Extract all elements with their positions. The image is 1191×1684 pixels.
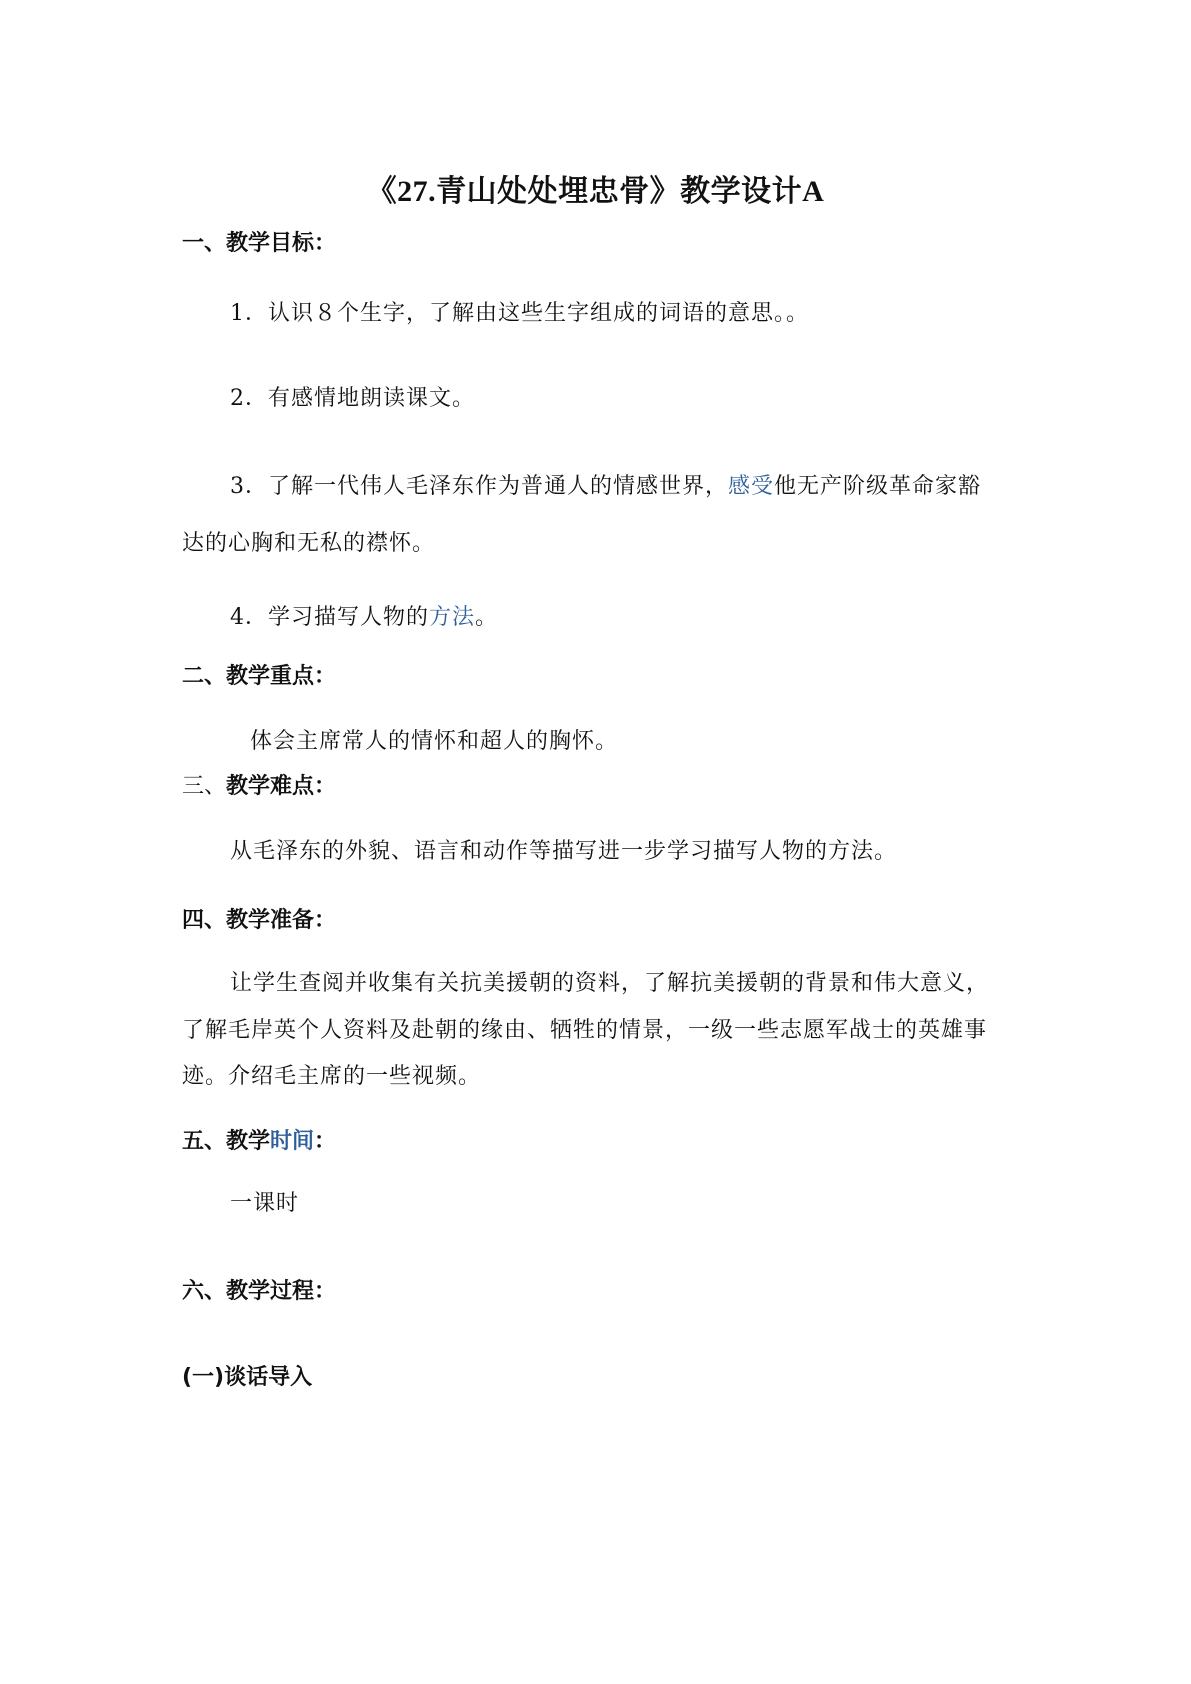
- goal-item-4-link-fangfa[interactable]: 方法: [429, 605, 476, 630]
- preparation-line-2: 了解毛岸英个人资料及赴朝的缘由、牺牲的情景，一级一些志愿军战士的英雄事: [182, 1018, 988, 1043]
- goal-item-4-text-after: 。: [475, 605, 499, 630]
- time-text: 一课时: [230, 1191, 300, 1216]
- section-heading-preparation: 四、教学准备：: [182, 908, 337, 933]
- section-heading-goals: 一、教学目标：: [182, 231, 337, 256]
- goal-item-4-text-before: 4．学习描写人物的: [230, 605, 429, 630]
- difficulties-text: 从毛泽东的外貌、语言和动作等描写进一步学习描写人物的方法。: [230, 839, 898, 864]
- difficulties-heading-bold: 教学难点：: [226, 774, 337, 799]
- preparation-line-1: 让学生查阅并收集有关抗美援朝的资料，了解抗美援朝的背景和伟大意义，: [230, 971, 990, 996]
- goal-item-3-line-1: [230, 469, 981, 500]
- goal-item-4: [230, 600, 498, 631]
- goal-item-2: 2．有感情地朗读课文。: [230, 386, 475, 411]
- section-heading-difficulties: [182, 769, 336, 800]
- key-points-text: 体会主席常人的情怀和超人的胸怀。: [250, 729, 619, 754]
- goal-item-3-text-after: 他无产阶级革命家豁: [774, 474, 982, 499]
- goal-item-3-text-before: 3．了解一代伟人毛泽东作为普通人的情感世界，: [230, 474, 728, 499]
- time-heading-suffix: ：: [314, 1129, 337, 1154]
- section-heading-key-points: 二、教学重点：: [182, 664, 337, 689]
- preparation-line-3: 迹。介绍毛主席的一些视频。: [182, 1064, 482, 1089]
- difficulties-heading-prefix: 三、: [182, 774, 227, 799]
- time-heading-prefix: 五、教学: [182, 1129, 271, 1154]
- goal-item-3-line-2: 达的心胸和无私的襟怀。: [182, 531, 436, 556]
- section-heading-process: 六、教学过程：: [182, 1279, 337, 1304]
- process-sub-heading-intro: (一)谈话导入: [182, 1365, 313, 1390]
- goal-item-1: 1．认识８个生字，了解由这些生字组成的词语的意思。。: [230, 301, 809, 326]
- section-heading-time: [182, 1124, 336, 1155]
- goal-item-3-link-ganshou[interactable]: 感受: [728, 474, 775, 499]
- time-heading-link[interactable]: 时间: [270, 1129, 315, 1154]
- document-title: 《27.青山处处埋忠骨》教学设计A: [366, 175, 825, 208]
